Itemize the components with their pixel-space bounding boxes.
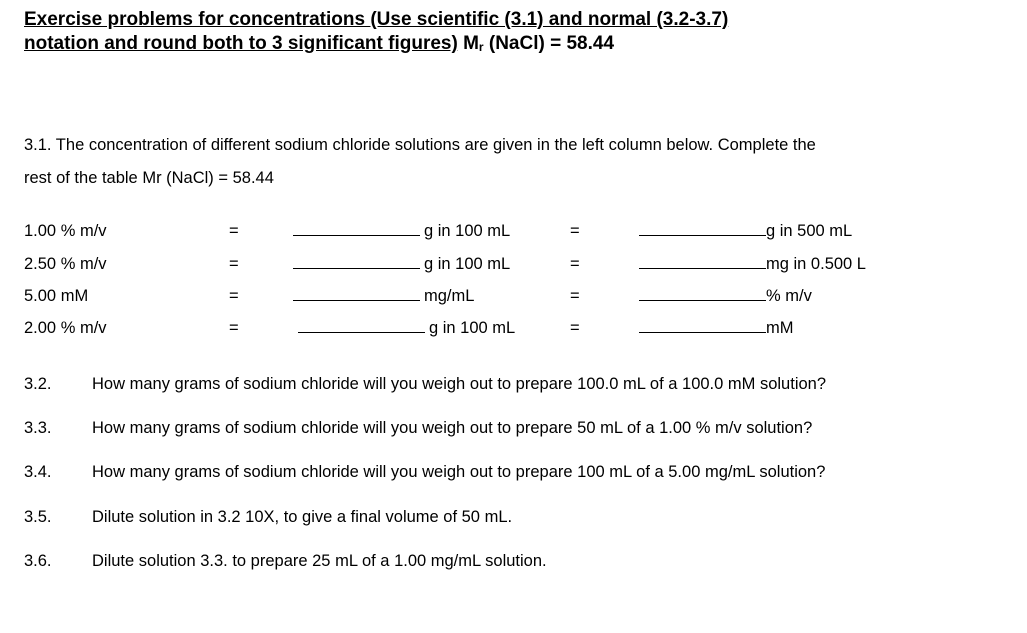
intro-text [24, 129, 984, 195]
equals-sign: = [229, 255, 239, 273]
title-line-2-underlined: notation and round both to 3 significant figures) [24, 33, 458, 54]
question-text: How many grams of sodium chloride will you weigh out to prepare 100 mL of a 5.00 mg/mL solution? [92, 463, 826, 481]
title-line-1: Exercise problems for concentrations (Use scientific (3.1) and normal (3.2-3.7) [24, 9, 729, 30]
unit-label: mM [766, 319, 794, 337]
table-row [0, 313, 1027, 343]
equals-sign: = [229, 319, 239, 337]
answer-blank[interactable] [293, 268, 420, 269]
molar-mass-subscript: r [478, 40, 484, 54]
equals-sign: = [570, 287, 580, 305]
table-row [0, 216, 1027, 246]
question-item [0, 369, 1027, 399]
equals-sign: = [570, 222, 580, 240]
given-concentration: 1.00 % m/v [24, 222, 107, 240]
question-number: 3.3. [24, 419, 52, 437]
question-number: 3.4. [24, 463, 52, 481]
equals-sign: = [570, 319, 580, 337]
molar-mass-m: M [463, 33, 479, 54]
unit-label: mg/mL [424, 287, 475, 305]
given-concentration: 2.50 % m/v [24, 255, 107, 273]
unit-label: g in 100 mL [424, 255, 511, 273]
answer-blank[interactable] [639, 268, 766, 269]
molar-mass-value: (NaCl) = 58.44 [483, 33, 615, 54]
question-item [0, 457, 1027, 487]
intro-line-1: 3.1. The concentration of different sodium chloride solutions are given in the left column below. Complete the [24, 136, 816, 154]
answer-blank[interactable] [639, 235, 766, 236]
page-title [24, 8, 1004, 59]
table-row [0, 281, 1027, 311]
table-row [0, 249, 1027, 279]
equals-sign: = [229, 222, 239, 240]
unit-label: mg in 0.500 L [766, 255, 866, 273]
answer-blank[interactable] [293, 300, 420, 301]
equals-sign: = [570, 255, 580, 273]
question-number: 3.2. [24, 375, 52, 393]
question-text: Dilute solution in 3.2 10X, to give a final volume of 50 mL. [92, 508, 513, 526]
question-number: 3.5. [24, 508, 52, 526]
molar-mass-label [463, 33, 614, 54]
answer-blank[interactable] [639, 332, 766, 333]
answer-blank[interactable] [298, 332, 425, 333]
question-text: Dilute solution 3.3. to prepare 25 mL of a 1.00 mg/mL solution. [92, 552, 547, 570]
question-number: 3.6. [24, 552, 52, 570]
unit-label: g in 100 mL [429, 319, 516, 337]
question-item [0, 502, 1027, 532]
equals-sign: = [229, 287, 239, 305]
unit-label: g in 100 mL [424, 222, 511, 240]
question-item [0, 546, 1027, 576]
intro-line-2: rest of the table Mr (NaCl) = 58.44 [24, 169, 274, 187]
question-item [0, 413, 1027, 443]
question-text: How many grams of sodium chloride will you weigh out to prepare 100.0 mL of a 100.0 mM solution? [92, 375, 827, 393]
unit-label: % m/v [766, 287, 812, 305]
title-line-2 [24, 32, 1004, 59]
given-concentration: 2.00 % m/v [24, 319, 107, 337]
given-concentration: 5.00 mM [24, 287, 89, 305]
unit-label: g in 500 mL [766, 222, 853, 240]
question-text: How many grams of sodium chloride will you weigh out to prepare 50 mL of a 1.00 % m/v solution? [92, 419, 813, 437]
answer-blank[interactable] [293, 235, 420, 236]
answer-blank[interactable] [639, 300, 766, 301]
